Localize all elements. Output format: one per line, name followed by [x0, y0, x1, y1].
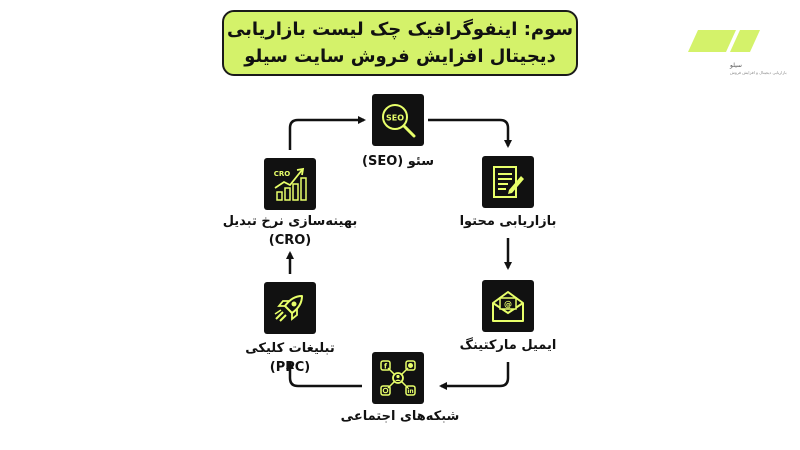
cro-icon-text: CRO: [273, 170, 291, 178]
arrow-cro-to-seo: [290, 120, 364, 150]
svg-text:in: in: [407, 388, 414, 395]
email-node: [482, 280, 534, 332]
email-label: ایمیل مارکتینگ: [459, 338, 557, 353]
arrow-seo-to-content: [428, 120, 508, 146]
document-edit-icon: [488, 162, 528, 202]
title-line-2: دیجیتال افزایش فروش سایت سیلو: [244, 46, 556, 67]
rocket-icon: [270, 288, 310, 328]
svg-text:f: f: [383, 362, 388, 371]
ppc-label: [240, 339, 340, 377]
title-line-1: سوم: اینفوگرافیک چک لیست بازاریابی: [226, 19, 574, 40]
seo-node: [372, 94, 424, 146]
arrow-email-to-social: [441, 362, 508, 386]
ppc-node: [264, 282, 316, 334]
ppc-label-line2: (PPC): [269, 360, 311, 375]
cro-growth-chart-icon: [270, 164, 310, 204]
brand-tagline: بازاریابی دیجیتال و افزایش فروش: [730, 70, 787, 75]
content-node: [482, 156, 534, 208]
content-label: بازاریابی محتوا: [459, 214, 557, 229]
brand-name: سیلو: [730, 62, 742, 69]
social-label: شبکه‌های اجتماعی: [340, 409, 460, 424]
social-node: [372, 352, 424, 404]
seo-icon-text: SEO: [385, 113, 405, 123]
social-network-icon: [378, 358, 418, 398]
seo-magnifier-icon: [378, 100, 418, 140]
svg-text:@: @: [504, 300, 512, 309]
cro-label-line2: (CRO): [268, 233, 312, 248]
email-envelope-icon: [488, 286, 528, 326]
cro-label-line1: بهینه‌سازی نرخ تبدیل: [222, 214, 358, 229]
ppc-label-line1: تبلیغات کلیکی: [245, 341, 335, 356]
cro-label: [222, 212, 358, 250]
seo-label: سئو (SEO): [362, 154, 434, 169]
cro-node: [264, 158, 316, 210]
